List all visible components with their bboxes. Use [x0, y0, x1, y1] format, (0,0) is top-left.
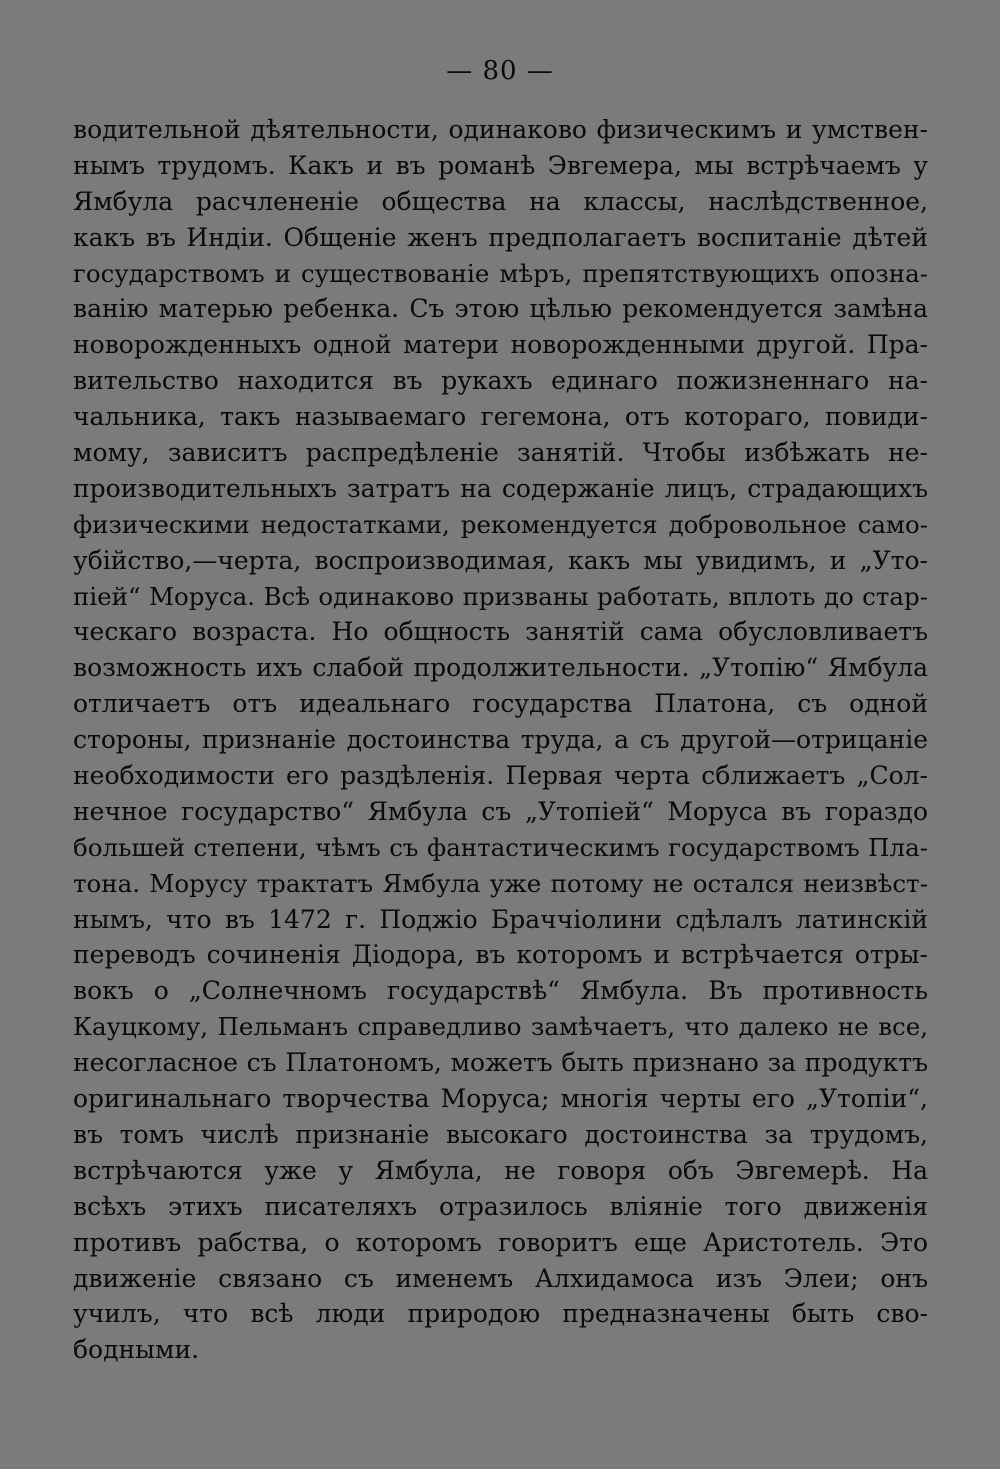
text-line: въ томъ числѣ признаніе высокаго достоинства за трудомъ,: [73, 1119, 928, 1149]
text-line: отличаетъ отъ идеальнаго государства Платона, съ одной: [73, 689, 928, 719]
text-line: возможность ихъ слабой продолжительности. „Утопію“ Ямбула: [73, 653, 928, 683]
body-text: [73, 112, 928, 1368]
text-line: несогласное съ Платономъ, можетъ быть признано за продуктъ: [73, 1048, 928, 1078]
text-line: оригинальнаго творчества Моруса; многія черты его „Утопіи“,: [73, 1084, 928, 1114]
text-line: переводъ сочиненія Діодора, въ которомъ и встрѣчается отры-: [73, 940, 928, 970]
text-line: новорожденныхъ одной матери новорожденными другой. Пра-: [73, 330, 928, 360]
text-line: ванію матерью ребенка. Съ этою цѣлью рекомендуется замѣна: [73, 294, 928, 324]
text-line: движеніе связано съ именемъ Алхидамоса изъ Элеи; онъ: [73, 1263, 928, 1293]
text-line: нымъ, что въ 1472 г. Поджіо Браччіолини сдѣлалъ латинскій: [73, 904, 928, 934]
text-line: Ямбула расчлененіе общества на классы, наслѣдственное,: [73, 186, 928, 216]
text-line: вокъ о „Солнечномъ государствѣ“ Ямбула. Въ противность: [73, 976, 928, 1006]
text-line: убійство,—черта, воспроизводимая, какъ мы увидимъ, и „Уто-: [73, 545, 928, 575]
page-number: — 80 —: [446, 56, 554, 86]
text-line: стороны, признаніе достоинства труда, а съ другой—отрицаніе: [73, 725, 928, 755]
text-line: какъ въ Индіи. Общеніе женъ предполагаетъ воспитаніе дѣтей: [73, 222, 928, 252]
text-line: водительной дѣятельности, одинаково физическимъ и умствен-: [73, 115, 928, 144]
text-line: нымъ трудомъ. Какъ и въ романѣ Эвгемера, мы встрѣчаемъ у: [73, 150, 928, 180]
text-line: производительныхъ затратъ на содержаніе лицъ, страдающихъ: [73, 473, 928, 503]
text-line: Кауцкому, Пельманъ справедливо замѣчаетъ, что далеко не все,: [73, 1012, 928, 1042]
text-line: большей степени, чѣмъ съ фантастическимъ государствомъ Пла-: [73, 832, 928, 862]
text-line: нечное государство“ Ямбула съ „Утопіей“ Моруса въ гораздо: [73, 796, 928, 826]
text-line: государствомъ и существованіе мѣръ, препятствующихъ опозна-: [73, 258, 928, 288]
text-line: противъ рабства, о которомъ говоритъ еще Аристотель. Это: [73, 1227, 928, 1257]
text-line: ческаго возраста. Но общность занятій сама обусловливаетъ: [73, 617, 928, 647]
text-line: вительство находится въ рукахъ единаго пожизненнаго на-: [73, 366, 928, 396]
text-line: всѣхъ этихъ писателяхъ отразилось вліяніе того движенія: [73, 1191, 928, 1221]
text-line: чальника, такъ называемаго гегемона, отъ котораго, повиди-: [73, 402, 928, 432]
text-line: бодными.: [73, 1335, 200, 1365]
text-line: встрѣчаются уже у Ямбула, не говоря объ Эвгемерѣ. На: [73, 1155, 928, 1185]
text-line: мому, зависитъ распредѣленіе занятій. Чтобы избѣжать не-: [73, 438, 928, 468]
text-line: тона. Морусу трактатъ Ямбула уже потому не остался неизвѣст-: [73, 868, 928, 898]
text-line: физическими недостатками, рекомендуется добровольное само-: [73, 509, 928, 539]
text-line: піей“ Моруса. Всѣ одинаково призваны работать, вплоть до стар-: [73, 581, 928, 611]
text-line: училъ, что всѣ люди природою предназначены быть сво-: [73, 1299, 928, 1329]
text-line: необходимости его раздѣленія. Первая черта сближаетъ „Сол-: [73, 761, 928, 791]
